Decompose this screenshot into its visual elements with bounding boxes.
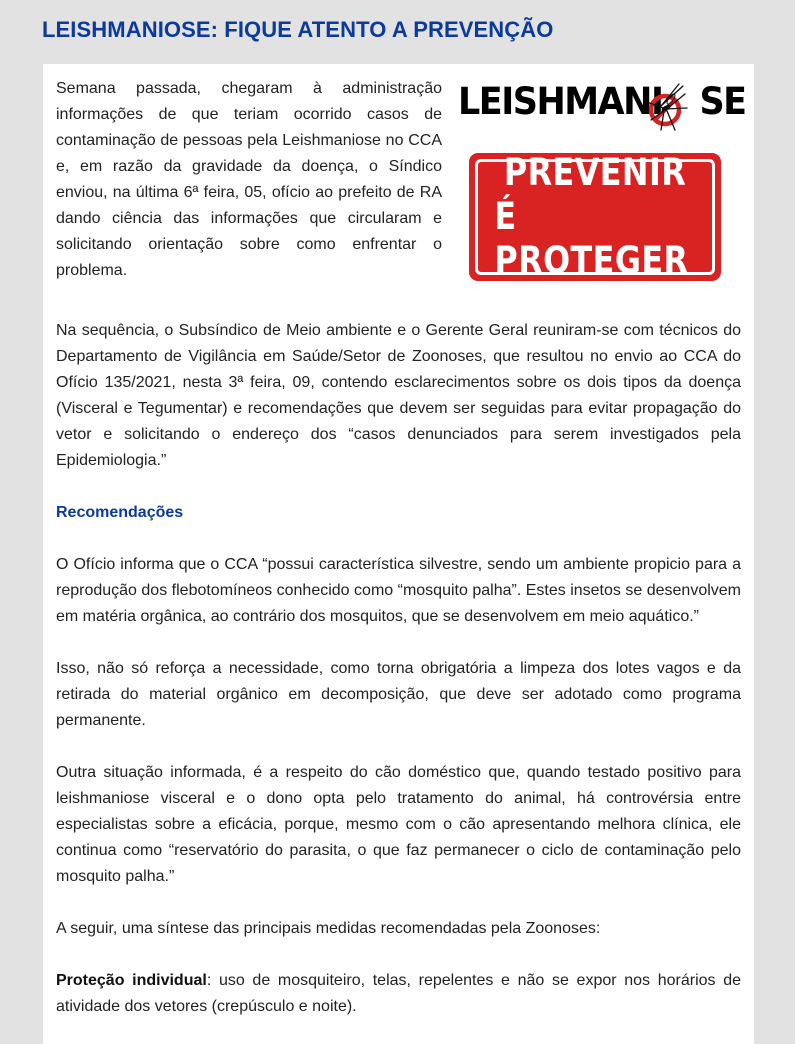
measure-protecao-individual (56, 968, 741, 1020)
page-title: LEISHMANIOSE: FIQUE ATENTO A PREVENÇÃO (42, 17, 554, 42)
paragraph-limpeza: Isso, não só reforça a necessidade, como torna obrigatória a limpeza dos lotes vagos e da retirada do material orgânico em decomposição, que deve ser adotado como programa permanente. (56, 660, 741, 729)
paragraph-oficio: O Ofício informa que o CCA “possui característica silvestre, sendo um ambiente propicio para a reprodução dos flebotomíneos conhecido como “mosquito palha”. Estes insetos se desenvolvem em matéria orgânica, ao contrário dos mosquitos, que se desenvolvem em meio aquático.” (56, 556, 741, 625)
paragraph-cao-domestico: Outra situação informada, é a respeito do cão doméstico que, quando testado positivo para leishmaniose visceral e o dono opta pelo tratamento do animal, há controvérsia entre especialistas sobre a eficácia, porque, mesmo com o cão apresentando melhora clínica, ele continua como “reservatório do parasita, o que faz permanecer o ciclo de contaminação pelo mosquito palha.” (56, 764, 741, 885)
logo-wordmark: LEISHMANI SE (458, 80, 746, 124)
intro-paragraph: Semana passada, chegaram à administração informações de que teriam ocorrido casos de contaminação de pessoas pela Leishmaniose no CCA e, em razão da gravidade da doença, o Síndico enviou, na última 6ª feira, 05, ofício ao prefeito de RA dando ciência das informações que circularam e solicitando orientação sobre como enfrentar o problema. (56, 80, 442, 279)
mosquito-in-prohibition-circle-icon (639, 80, 695, 136)
intro-section (56, 76, 746, 318)
paragraph-sintese: A seguir, uma síntese das principais medidas recomendadas pela Zoonoses: (56, 920, 601, 937)
article-card (43, 64, 754, 1044)
logo-line-proteger: É PROTEGER (494, 195, 689, 282)
measure-text: : uso de mosquiteiro, telas, repelentes e não se expor nos horários de atividade dos vetores (crepúsculo e noite). (56, 972, 742, 1015)
paragraph-meeting: Na sequência, o Subsíndico de Meio ambiente e o Gerente Geral reuniram-se com técnicos do Departamento de Vigilância em Saúde/Setor de Zoonoses, que resultou no envio ao CCA do Ofício 135/2021, nesta 3ª feira, 09, contendo esclarecimentos sobre os dois tipos da doença (Visceral e Tegumentar) e recomendações que devem ser seguidas para evitar propagação do vetor e solicitando o endereço dos “casos denunciados para serem investigados pela Epidemiologia.” (56, 322, 741, 469)
logo-line-prevenir: PREVENIR (503, 151, 687, 194)
leishmaniose-campaign-logo (456, 80, 746, 283)
logo-red-panel (469, 153, 721, 281)
section-heading-recomendacoes: Recomendações (56, 504, 184, 521)
measure-label: Proteção individual (56, 972, 207, 989)
